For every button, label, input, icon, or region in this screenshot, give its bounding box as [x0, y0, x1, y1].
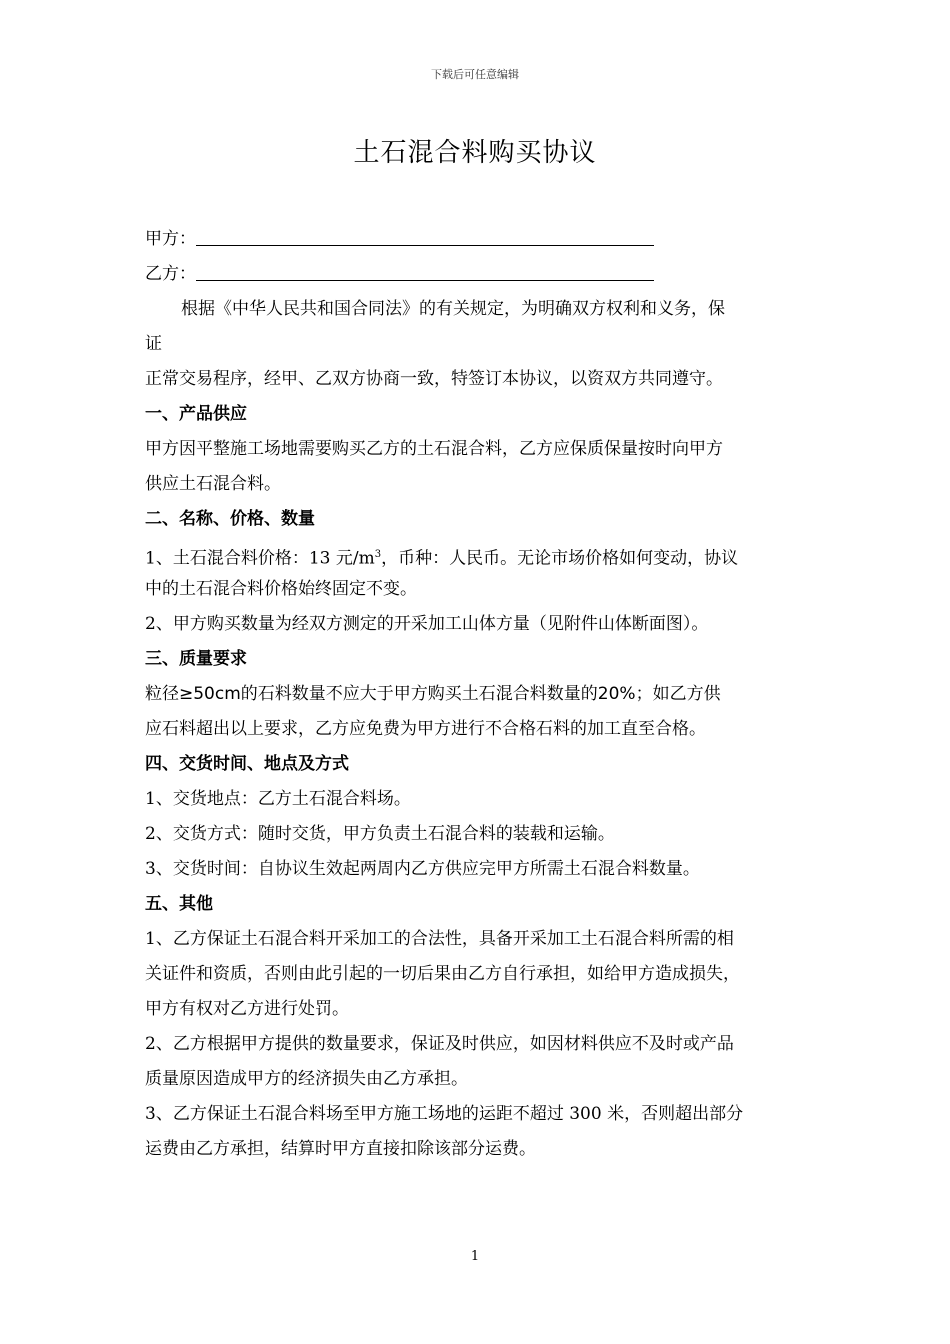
party-a-blank: [196, 227, 654, 246]
quality-text-a: 粒径: [145, 684, 179, 704]
section-5-line: 运费由乙方承担，结算时甲方直接扣除该部分运费。: [145, 1139, 536, 1159]
intro-line-3: 正常交易程序，经甲、乙双方协商一致，特签订本协议，以资双方共同遵守。: [145, 369, 723, 389]
intro-line-2: 证: [145, 334, 162, 354]
section-5-line: 1、乙方保证土石混合料开采加工的合法性，具备开采加工土石混合料所需的相: [145, 929, 734, 949]
party-a-line: [145, 222, 815, 257]
section-4-item: 2、交货方式：随时交货，甲方负责土石混合料的装载和运输。: [145, 824, 615, 844]
page-number: 1: [470, 1249, 480, 1264]
header-note: 下载后可任意编辑: [431, 68, 519, 81]
intro-line-1: 根据《中华人民共和国合同法》的有关规定，为明确双方权利和义务，保: [181, 299, 725, 319]
section-3-line-1: [145, 677, 815, 712]
price-unit-superscript: 3: [374, 549, 382, 560]
party-b-blank: [196, 262, 654, 281]
document-body: [145, 222, 815, 1167]
percentage-value: 20%: [597, 684, 636, 704]
section-2-item-2: 2、甲方购买数量为经双方测定的开采加工山体方量（见附件山体断面图）。: [145, 614, 709, 634]
party-b-label: 乙方：: [145, 264, 196, 284]
party-b-line: [145, 257, 815, 292]
price-text-a: 1、土石混合料价格：13 元/m: [145, 548, 375, 569]
section-2-heading: 二、名称、价格、数量: [145, 509, 315, 529]
section-4-item: 1、交货地点：乙方土石混合料场。: [145, 789, 411, 809]
section-1-line: 供应土石混合料。: [145, 474, 281, 494]
quality-text-c: 的石料数量不应大于甲方购买土石混合料数量的: [240, 684, 598, 704]
section-4-heading: 四、交货时间、地点及方式: [145, 754, 349, 774]
section-4-item: 3、交货时间：自协议生效起两周内乙方供应完甲方所需土石混合料数量。: [145, 859, 700, 879]
quality-text-e: ；如乙方供: [635, 684, 721, 704]
section-5-line: 关证件和资质，否则由此引起的一切后果由乙方自行承担，如给甲方造成损失，: [145, 964, 740, 984]
section-5-line: 质量原因造成甲方的经济损失由乙方承担。: [145, 1069, 468, 1089]
section-5-line: 甲方有权对乙方进行处罚。: [145, 999, 349, 1019]
section-5-line: 3、乙方保证土石混合料场至甲方施工场地的运距不超过 300 米，否则超出部分: [145, 1104, 744, 1124]
section-1-line: 甲方因平整施工场地需要购买乙方的土石混合料，乙方应保质保量按时向甲方: [145, 439, 723, 459]
particle-size-value: ≥50cm: [179, 684, 241, 704]
section-5-line: 2、乙方根据甲方提供的数量要求，保证及时供应，如因材料供应不及时或产品: [145, 1034, 734, 1054]
section-3-heading: 三、质量要求: [145, 649, 247, 669]
section-2-item-1-cont: 中的土石混合料价格始终固定不变。: [145, 579, 417, 599]
section-3-line-2: 应石料超出以上要求，乙方应免费为甲方进行不合格石料的加工直至合格。: [145, 719, 706, 739]
section-5-heading: 五、其他: [145, 894, 213, 914]
document-title: 土石混合料购买协议: [353, 138, 597, 168]
party-a-label: 甲方：: [145, 229, 196, 249]
section-2-item-1: [145, 537, 815, 572]
price-text-b: ，币种：人民币。无论市场价格如何变动，协议: [381, 548, 739, 569]
section-1-heading: 一、产品供应: [145, 404, 247, 424]
